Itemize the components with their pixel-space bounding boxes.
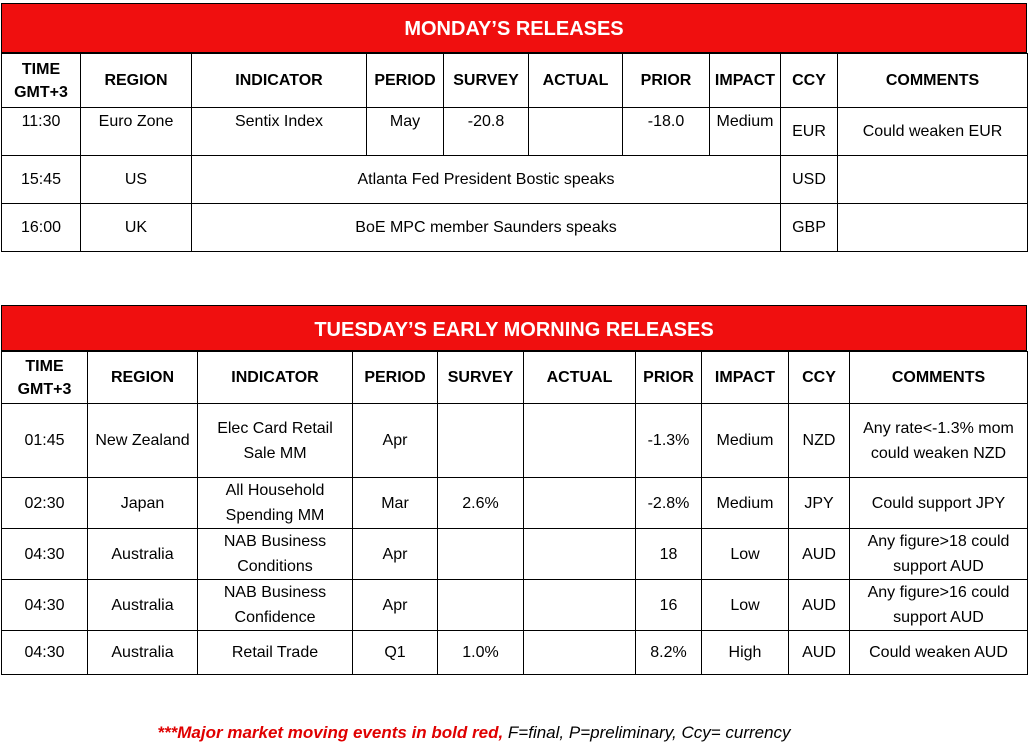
cell-region: Japan — [88, 478, 198, 529]
table-row — [2, 478, 1028, 529]
cell-region: Australia — [88, 580, 198, 631]
cell-prior: 18 — [636, 529, 702, 580]
col-header-period: PERIOD — [353, 352, 438, 404]
cell-period: May — [367, 108, 444, 156]
cell-period: Mar — [353, 478, 438, 529]
cell-region: Australia — [88, 529, 198, 580]
cell-region: Australia — [88, 631, 198, 675]
cell-comments: Any figure>16 could support AUD — [850, 580, 1028, 631]
cell-indicator: Retail Trade — [198, 631, 353, 675]
cell-survey — [438, 529, 524, 580]
cell-comments: Any figure>18 could support AUD — [850, 529, 1028, 580]
col-header-time: TIME GMT+3 — [2, 352, 88, 404]
footer-highlight: ***Major market moving events in bold red, — [157, 723, 504, 742]
cell-survey: 2.6% — [438, 478, 524, 529]
cell-prior: 16 — [636, 580, 702, 631]
cell-indicator: All Household Spending MM — [198, 478, 353, 529]
cell-comments: Could weaken AUD — [850, 631, 1028, 675]
table-header-row — [2, 54, 1028, 108]
cell-indicator: BoE MPC member Saunders speaks — [192, 204, 781, 252]
cell-actual — [524, 580, 636, 631]
col-header-comments: COMMENTS — [838, 54, 1028, 108]
monday-title: MONDAY’S RELEASES — [1, 3, 1027, 53]
col-header-ccy: CCY — [781, 54, 838, 108]
col-header-comments: COMMENTS — [850, 352, 1028, 404]
cell-indicator: Atlanta Fed President Bostic speaks — [192, 156, 781, 204]
cell-ccy: NZD — [789, 404, 850, 478]
cell-time: 04:30 — [2, 580, 88, 631]
cell-impact: Low — [702, 580, 789, 631]
cell-ccy: AUD — [789, 529, 850, 580]
col-header-prior: PRIOR — [623, 54, 710, 108]
cell-ccy: AUD — [789, 580, 850, 631]
col-header-time: TIME GMT+3 — [2, 54, 81, 108]
cell-ccy: AUD — [789, 631, 850, 675]
tuesday-releases-section — [1, 305, 1027, 675]
col-header-period: PERIOD — [367, 54, 444, 108]
cell-time: 04:30 — [2, 529, 88, 580]
cell-survey: -20.8 — [444, 108, 529, 156]
table-row — [2, 204, 1028, 252]
cell-region: UK — [81, 204, 192, 252]
table-row — [2, 156, 1028, 204]
cell-actual — [524, 404, 636, 478]
cell-time: 11:30 — [2, 108, 81, 156]
tuesday-table — [1, 351, 1028, 675]
cell-period: Q1 — [353, 631, 438, 675]
cell-impact: High — [702, 631, 789, 675]
cell-comments: Could weaken EUR — [838, 108, 1028, 156]
table-row — [2, 631, 1028, 675]
table-header-row — [2, 352, 1028, 404]
table-row — [2, 108, 1028, 156]
cell-prior: -18.0 — [623, 108, 710, 156]
cell-region: Euro Zone — [81, 108, 192, 156]
col-header-impact: IMPACT — [702, 352, 789, 404]
cell-survey: 1.0% — [438, 631, 524, 675]
col-header-prior: PRIOR — [636, 352, 702, 404]
cell-impact: Medium — [710, 108, 781, 156]
cell-prior: -2.8% — [636, 478, 702, 529]
cell-ccy: EUR — [781, 108, 838, 156]
footer-note — [0, 723, 948, 743]
col-header-indicator: INDICATOR — [192, 54, 367, 108]
cell-indicator: Sentix Index — [192, 108, 367, 156]
cell-prior: 8.2% — [636, 631, 702, 675]
cell-region: US — [81, 156, 192, 204]
cell-comments: Could support JPY — [850, 478, 1028, 529]
tuesday-title: TUESDAY’S EARLY MORNING RELEASES — [1, 305, 1027, 351]
cell-ccy: JPY — [789, 478, 850, 529]
col-header-indicator: INDICATOR — [198, 352, 353, 404]
cell-impact: Medium — [702, 478, 789, 529]
cell-survey — [438, 404, 524, 478]
col-header-actual: ACTUAL — [529, 54, 623, 108]
cell-comments — [838, 156, 1028, 204]
cell-indicator: NAB Business Conditions — [198, 529, 353, 580]
col-header-impact: IMPACT — [710, 54, 781, 108]
cell-impact: Low — [702, 529, 789, 580]
cell-actual — [524, 529, 636, 580]
cell-survey — [438, 580, 524, 631]
cell-period: Apr — [353, 529, 438, 580]
cell-period: Apr — [353, 580, 438, 631]
cell-actual — [524, 478, 636, 529]
cell-period: Apr — [353, 404, 438, 478]
cell-time: 02:30 — [2, 478, 88, 529]
cell-time: 01:45 — [2, 404, 88, 478]
cell-time: 16:00 — [2, 204, 81, 252]
cell-indicator: NAB Business Confidence — [198, 580, 353, 631]
col-header-ccy: CCY — [789, 352, 850, 404]
cell-comments — [838, 204, 1028, 252]
col-header-region: REGION — [88, 352, 198, 404]
col-header-region: REGION — [81, 54, 192, 108]
col-header-survey: SURVEY — [444, 54, 529, 108]
cell-region: New Zealand — [88, 404, 198, 478]
footer-legend: F=final, P=preliminary, Ccy= currency — [503, 723, 791, 742]
cell-time: 15:45 — [2, 156, 81, 204]
cell-actual — [529, 108, 623, 156]
cell-comments: Any rate<-1.3% mom could weaken NZD — [850, 404, 1028, 478]
monday-releases-section — [1, 3, 1027, 252]
table-row — [2, 404, 1028, 478]
cell-impact: Medium — [702, 404, 789, 478]
col-header-survey: SURVEY — [438, 352, 524, 404]
monday-table — [1, 53, 1028, 252]
table-row — [2, 529, 1028, 580]
cell-prior: -1.3% — [636, 404, 702, 478]
cell-indicator: Elec Card Retail Sale MM — [198, 404, 353, 478]
cell-actual — [524, 631, 636, 675]
cell-ccy: USD — [781, 156, 838, 204]
table-row — [2, 580, 1028, 631]
col-header-actual: ACTUAL — [524, 352, 636, 404]
cell-ccy: GBP — [781, 204, 838, 252]
cell-time: 04:30 — [2, 631, 88, 675]
